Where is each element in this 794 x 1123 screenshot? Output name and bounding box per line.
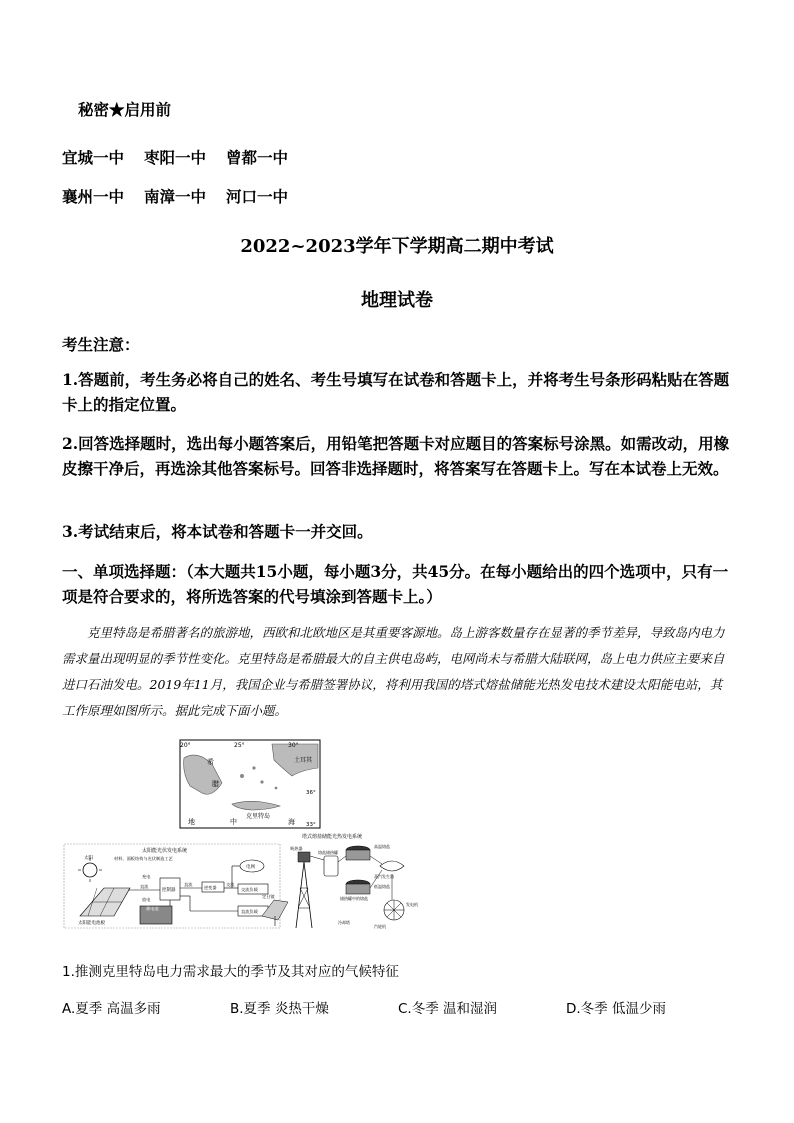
school-name: 枣阳一中 [144,148,207,167]
pv-label: 蓄电池 [146,906,159,911]
school-row-2 [62,185,288,207]
secret-label: 秘密★启用前 [78,100,172,119]
exam-title: 2022~2023学年下学期高二期中考试 [240,236,554,257]
pv-label: 直流 [184,882,193,887]
lon-label: 25° [234,742,245,749]
question-1-options [62,997,734,1017]
tower-label: 冷却塔 [338,920,350,925]
lat-label: 33° [306,822,316,828]
pv-label: 材料、面板结构与光伏制造工艺 [114,856,173,861]
school-name: 宜城一中 [62,148,125,167]
pv-label: 控制器 [162,888,176,893]
notice-item-3: 3.考试结束后，将本试卷和答题卡一并交回。 [62,522,373,541]
lon-label: 20° [180,742,191,749]
hot-tank-icon [324,856,338,876]
pv-label: 交流负载 [241,887,258,892]
place-label: 希 [207,758,214,766]
lon-label: 30° [288,742,299,749]
crete-map [180,740,320,828]
place-label: 腊 [212,780,219,788]
option-b[interactable]: B.夏季 炎热干燥 [230,1001,329,1017]
place-label: 海 [288,818,295,826]
notice-item-1: 1.答题前，考生务必将自己的姓名、考生号填写在试卷和答题卡上，并将考生号条形码粘贴在答题卡上的指定位置。 [62,370,730,414]
option-c[interactable]: C.冬季 温和湿润 [398,1001,498,1017]
school-name: 襄州一中 [62,187,125,206]
tower-label: 蒸汽发生器 [374,874,394,879]
question-intro: 克里特岛是希腊著名的旅游地，西欧和北欧地区是其重要客源地。岛上游客数量存在显著的季节差异，导致岛内电力需求量出现明显的季节性变化。克里特岛是希腊最大的自主供电岛屿，电网尚未与希腊大陆联网，岛上电力供应主要来自进口石油发电。2019年11月，我国企业与希腊签署协议，将利用我国的塔式熔盐储能光热发电技术建设太阳能电站，其工作原理如图所示。据此完成下面小题。 [62,625,725,718]
school-name: 河口一中 [226,187,289,206]
steam-generator-icon [380,861,404,871]
pv-label: 太阳能电池板 [78,921,105,926]
school-row-1 [62,146,288,168]
pv-label: 直流负载 [241,909,258,914]
tower-label: 发电机 [406,902,418,907]
figure-svg [62,738,422,930]
pv-system-diagram [64,844,280,928]
pv-label: 充电 [142,874,151,879]
pv-label: 放电 [142,897,151,902]
tower-system-diagram [262,833,418,929]
subject-title: 地理试卷 [361,290,433,311]
pv-label: 直流 [140,884,149,889]
school-name: 曾都一中 [226,148,289,167]
option-d[interactable]: D.冬季 低温少雨 [566,1001,666,1017]
school-name: 南漳一中 [144,187,207,206]
tower-label: 吸热器 [290,846,303,851]
lat-label: 36° [306,790,316,796]
tower-label: 定日镜 [262,894,275,899]
tower-label: 低温熔盐 [374,884,390,889]
place-label: 中 [230,818,237,826]
notice-item-2: 2.回答选择题时，选出每小题答案后，用铅笔把答题卡对应题目的答案标号涂黑。如需改动，用橡皮擦干净后，再选涂其他答案标号。回答非选择题时，将答案写在答题卡上。写在本试卷上无效。 [62,434,730,478]
pv-label: 逆变器 [204,885,217,890]
tower-label: 储热罐中的熔盐 [340,896,368,901]
question-1-stem: 1.推测克里特岛电力需求最大的季节及其对应的气候特征 [62,964,399,980]
place-label: 克里特岛 [246,813,271,820]
pv-title: 太阳能光伏发电系统 [142,848,188,854]
pv-label: 交流 [226,882,235,887]
section-heading: 一、单项选择题：（本大题共15小题，每小题3分，共45分。在每小题给出的四个选项中，只有一项是符合要求的，将所选答案的代号填涂到答题卡上。） [62,562,729,606]
tower-label: 熔盐储热罐 [318,850,338,855]
turbine-icon [384,900,404,920]
pv-label: 电网 [246,865,255,870]
notice-heading: 考生注意： [62,335,140,354]
tower-label: 高温熔盐 [374,844,390,849]
place-label: 地 [188,818,195,826]
option-a[interactable]: A.夏季 高温多雨 [62,1001,161,1017]
place-label: 土耳其 [294,757,313,764]
figure [62,738,422,934]
tower-icon [296,852,312,928]
tower-label: 汽轮机 [374,924,386,929]
tower-title: 塔式熔盐储能光热发电系统 [302,834,363,840]
pv-label: 太阳 [84,856,93,861]
